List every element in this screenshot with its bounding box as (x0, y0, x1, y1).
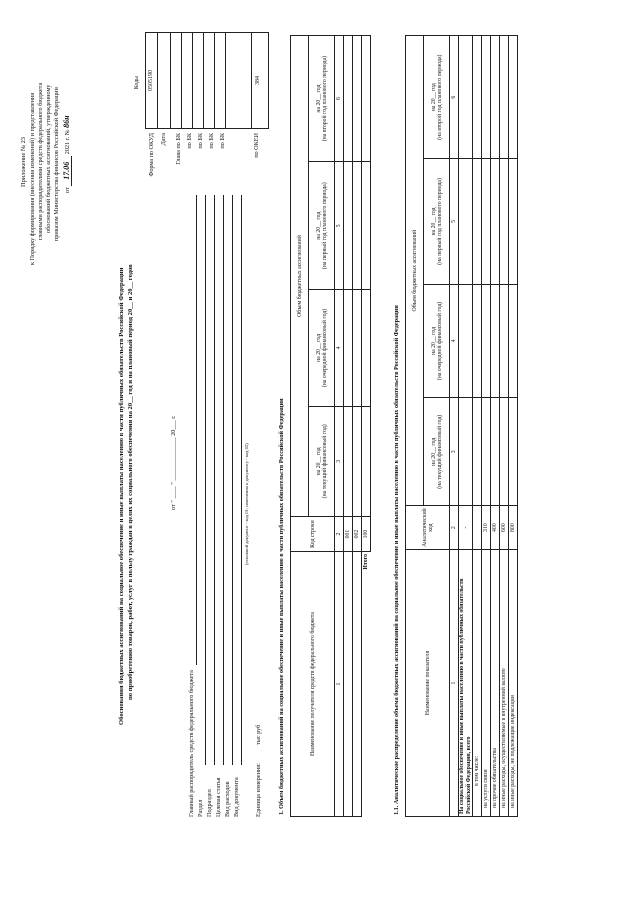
table-row (473, 36, 482, 817)
cell (500, 159, 509, 284)
total-code: 100 (362, 517, 371, 552)
table-row (509, 36, 518, 817)
col-year: на 20__ год (430, 207, 437, 236)
col-number: 5 (335, 162, 344, 290)
cell (482, 284, 491, 398)
header-field-line (241, 195, 242, 765)
row-name: на услуги связи (482, 550, 491, 817)
appendix-date-line (63, 115, 71, 193)
row-code: 310 (482, 506, 491, 550)
cell (459, 159, 473, 284)
col-number: 2 (450, 506, 459, 550)
cell (473, 159, 482, 284)
col-year-header (309, 162, 335, 290)
header-field-label: Главный распорядитель средств федерального бюджета (188, 670, 195, 817)
col-number: 6 (450, 36, 459, 159)
row-name: на иные расходы, осуществляемые в внутренний валюте (500, 550, 509, 817)
header-field-label: Раздел (197, 799, 204, 817)
row-name: в том числе: (473, 550, 482, 817)
cell (362, 290, 371, 406)
table-row (500, 36, 509, 817)
cell (473, 398, 482, 506)
table-row (482, 36, 491, 817)
col-period: (на текущий финансовый год) (436, 414, 443, 489)
cell (353, 162, 362, 290)
col-period: (на очередной финансовый год) (436, 301, 443, 381)
bk-label: по БК (197, 133, 204, 149)
date-label: Дата (160, 133, 167, 146)
table-row (353, 36, 362, 817)
cell (491, 284, 500, 398)
handwritten-date: 17.06 (62, 156, 72, 186)
col-year: на 20__ год (315, 447, 322, 476)
unit-value: тыс руб (255, 724, 262, 745)
col-year-header (424, 284, 450, 398)
cell (482, 159, 491, 284)
cell (482, 398, 491, 506)
cell (362, 36, 371, 162)
table-row (344, 36, 353, 817)
col-number: 6 (335, 36, 344, 162)
row-name: На социальное обеспечение и иные выплаты населению в части публичных обязательств Российской Федерации, всего (459, 550, 473, 817)
codes-header: Коды (134, 75, 140, 90)
cell (491, 398, 500, 506)
cell (500, 36, 509, 159)
cell (353, 290, 362, 406)
cell (459, 398, 473, 506)
table-row (491, 36, 500, 817)
total-label: Итого (362, 552, 371, 817)
row-code (473, 506, 482, 550)
table-row (459, 36, 473, 817)
cell (491, 36, 500, 159)
cell (344, 552, 353, 817)
appendix-line: главными распорядителями средств федерального бюджета (37, 82, 44, 240)
col-code-header: Код строки (291, 517, 335, 552)
cell (344, 162, 353, 290)
col-period: (на второй год планового периода) (321, 55, 328, 142)
appendix-line: обоснований бюджетных ассигнований, утвержденному (45, 84, 52, 233)
col-period: (на очередной финансовый год) (321, 308, 328, 388)
col-group-header: Объем бюджетных ассигнований (406, 36, 424, 506)
cell (353, 36, 362, 162)
row-name: на прочие обязательства (491, 550, 500, 817)
appendix-line: к Порядку формирования (внесения изменений) и представления (29, 92, 36, 265)
cell (482, 36, 491, 159)
col-year-header (424, 159, 450, 284)
col-period: (на текущий финансовый год) (321, 424, 328, 499)
col-code-header: Аналитический код (406, 506, 450, 550)
col-year-header (424, 398, 450, 506)
cell (353, 406, 362, 516)
cell (473, 36, 482, 159)
document-date-line: от " ____ " ______________ 20___ г. (170, 415, 177, 510)
header-field-label: Целевая статья (215, 777, 222, 817)
handwritten-number: 86н (62, 115, 71, 128)
appendix-line: приказом Министерства финансов Российской Федерации (53, 87, 60, 241)
col-number: 3 (450, 398, 459, 506)
okei-code: 384 (255, 76, 261, 85)
col-year: на 20__ год (315, 84, 322, 113)
codes-table (133, 35, 141, 130)
col-number: 4 (335, 290, 344, 406)
bk-label: по БК (186, 133, 193, 149)
header-field-label: Подраздел (206, 789, 213, 817)
header-field-line (232, 195, 233, 765)
cell (509, 398, 518, 506)
cell (344, 36, 353, 162)
section-1-table (290, 35, 371, 817)
header-field-line (214, 195, 215, 765)
row-code: 800 (509, 506, 518, 550)
row-code: - (459, 506, 473, 550)
appendix-number: Приложение № 23 (20, 137, 27, 187)
header-field-line (205, 195, 206, 765)
row-code: 002 (353, 517, 362, 552)
col-name-header: Наименование показателя (406, 550, 450, 817)
row-code: 600 (500, 506, 509, 550)
col-year-header (424, 36, 450, 159)
col-number: 5 (450, 159, 459, 284)
col-year: на 20__ год (315, 211, 322, 240)
row-code: 400 (491, 506, 500, 550)
codes-box-frame (145, 32, 269, 129)
cell (353, 552, 362, 817)
total-row (362, 36, 371, 817)
col-year-header (309, 406, 335, 516)
col-year: на 20__ год (430, 326, 437, 356)
col-year: на 20__ год (315, 333, 322, 363)
col-year: на 20__ год (430, 437, 437, 466)
col-number: 1 (450, 550, 459, 817)
col-period: (на первый год планового периода) (321, 182, 328, 270)
bk-label: Глава по БК (175, 133, 182, 165)
section-11-title: 1.1. Аналитическое распределение объема бюджетных ассигнований на социальное обеспечение и иные выплаты населению в части публичных обязательств Российской Федерации (393, 305, 400, 815)
document-subtitle: по приобретению товаров, работ, услуг в пользу граждан в целях их социального обеспечения на 20__ год и на плановый период 20__ и 20__ годов (127, 264, 134, 700)
cell (362, 162, 371, 290)
unit-label: Единица измерения: (255, 763, 262, 817)
appendix-date-year: 2021 г. № (64, 129, 71, 155)
cell (362, 406, 371, 516)
col-name-header: Наименование получателя средств федерального бюджета (291, 552, 335, 817)
row-name: на иные расходы, не подлежащие индексации (509, 550, 518, 817)
cell (500, 284, 509, 398)
cell (509, 36, 518, 159)
date-cell (157, 33, 171, 128)
form-okud-label: Форма по ОКУД (148, 133, 155, 177)
document-title: Обоснования бюджетных ассигнований на социальное обеспечение и иные выплаты населению в части публичных обязательств Российской Федерации (118, 267, 125, 725)
row-code: 001 (344, 517, 353, 552)
col-year-header (309, 290, 335, 406)
cell (509, 284, 518, 398)
col-number: 2 (335, 517, 344, 552)
cell (344, 406, 353, 516)
header-field-line (223, 195, 224, 765)
col-number: 4 (450, 284, 459, 398)
col-number: 1 (335, 552, 344, 817)
cell (459, 284, 473, 398)
col-period: (на второй год планового периода) (436, 54, 443, 140)
col-period: (на первый год планового периода) (436, 178, 443, 265)
bk-label: по БК (208, 133, 215, 149)
cell (344, 290, 353, 406)
col-group-header: Объем бюджетных ассигнований (291, 36, 309, 517)
col-number: 3 (335, 406, 344, 516)
header-field-label: Вид документа (233, 777, 240, 817)
header-field-label: Вид расходов (224, 781, 231, 817)
cell (500, 398, 509, 506)
okei-label: по ОКЕИ (253, 133, 260, 158)
blank-cell (225, 33, 252, 128)
section-11-table (405, 35, 518, 817)
appendix-date-prefix: от (64, 187, 71, 193)
cell (491, 159, 500, 284)
section-1-title: 1. Объем бюджетных ассигнований на социальное обеспечение и иные выплаты населению в части публичных обязательств Российской Федерации (278, 398, 285, 815)
doc-type-note: (основной документ - код 01; изменения к документу - код 02) (244, 443, 249, 565)
col-year-header (309, 36, 335, 162)
header-field-line (196, 195, 197, 665)
col-year: на 20__ год (430, 83, 437, 112)
cell (459, 36, 473, 159)
cell (509, 159, 518, 284)
bk-label: по БК (219, 133, 226, 149)
cell (473, 284, 482, 398)
form-code: 0505190 (146, 33, 158, 128)
